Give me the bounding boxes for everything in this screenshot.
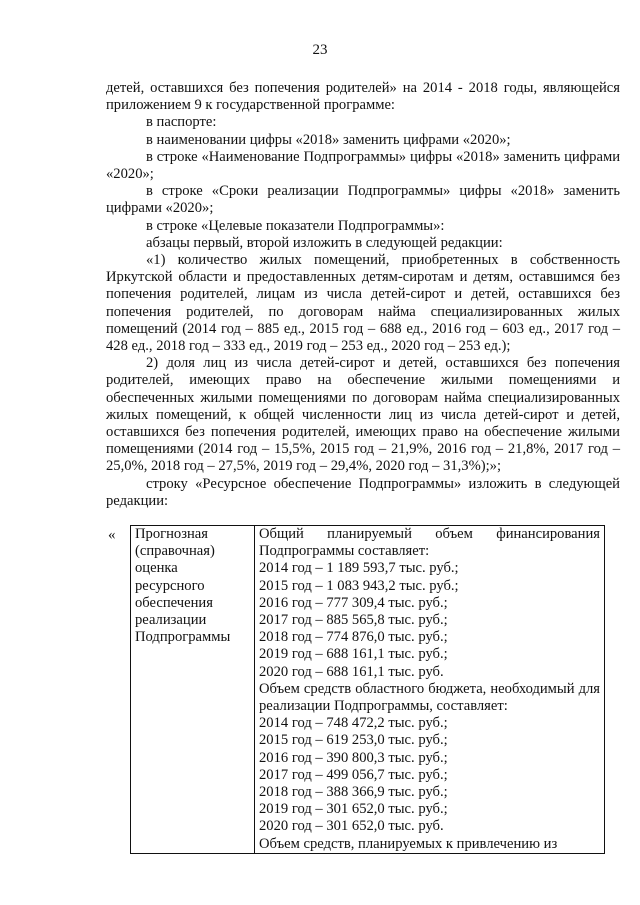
funding-line: 2016 год – 777 309,4 тыс. руб.; — [259, 594, 448, 611]
funding-line: 2015 год – 1 083 943,2 тыс. руб.; — [259, 577, 459, 594]
paragraph: в строке «Наименование Подпрограммы» цифры «2018» заменить цифрами «2020»; — [106, 148, 620, 183]
funding-line: 2020 год – 301 652,0 тыс. руб. — [259, 818, 444, 835]
paragraph: в наименовании цифры «2018» заменить цифрами «2020»; — [146, 131, 511, 148]
paragraph: строку «Ресурсное обеспечение Подпрограммы» изложить в следующей редакции: — [106, 475, 620, 509]
paragraph: в паспорте: — [146, 114, 217, 131]
document-body — [106, 80, 620, 510]
opening-quote: « — [108, 527, 116, 543]
funding-line: Объем средств областного бюджета, необходимый для реализации Подпрограммы, составляет: — [259, 680, 600, 715]
paragraph: 2) доля лиц из числа детей-сирот и детей, оставшихся без попечения родителей, имеющих право на обеспечение жилыми помещениями и обеспеченных жилыми помещениями по договорам найма специализированных жилых помещений, к общей численности лиц из числа детей-сирот и детей, оставшихся без попечения родителей, имеющих право на обеспечение жилыми помещениями (2014 год – 15,5%, 2015 год – 21,9%, 2016 год – 21,8%, 2017 год – 25,0%, 2018 год – 27,5%, 2019 год – 29,4%, 2020 год – 31,3%);»; — [106, 355, 620, 475]
funding-line: Общий планируемый объем финансирования Подпрограммы составляет: — [259, 526, 600, 560]
table-row — [131, 526, 605, 854]
funding-line: 2016 год – 390 800,3 тыс. руб.; — [259, 749, 448, 766]
funding-line: 2019 год – 301 652,0 тыс. руб.; — [259, 801, 448, 818]
funding-cell — [255, 526, 605, 854]
funding-line: 2019 год – 688 161,1 тыс. руб.; — [259, 646, 448, 663]
paragraph: в строке «Сроки реализации Подпрограммы» цифры «2018» заменить цифрами «2020»; — [106, 183, 620, 217]
page-number: 23 — [312, 42, 328, 58]
funding-line: 2018 год – 774 876,0 тыс. руб.; — [259, 629, 448, 646]
funding-line: 2015 год – 619 253,0 тыс. руб.; — [259, 732, 448, 749]
funding-line: 2014 год – 748 472,2 тыс. руб.; — [259, 715, 448, 732]
funding-line: Объем средств, планируемых к привлечению из — [259, 835, 558, 852]
funding-line: 2018 год – 388 366,9 тыс. руб.; — [259, 784, 448, 801]
paragraph: «1) количество жилых помещений, приобретенных в собственность Иркутской области и предоставленных детям-сиротам и детям, оставшимся без попечения родителей, лицам из числа детей-сирот и детей, оставшихся без попечения родителей, по договорам найма специализированных жилых помещений (2014 год – 885 ед., 2015 год – 688 ед., 2016 год – 603 ед., 2017 год – 428 ед., 2018 год – 333 ед., 2019 год – 253 ед., 2020 год – 253 ед.); — [106, 252, 620, 355]
resource-table — [130, 525, 605, 854]
paragraph: абзацы первый, второй изложить в следующей редакции: — [146, 234, 503, 251]
row-heading-cell: Прогнозная (справочная) оценка ресурсного обеспечения реализации Подпрограммы — [131, 526, 255, 854]
funding-line: 2017 год – 499 056,7 тыс. руб.; — [259, 766, 448, 783]
funding-line: 2014 год – 1 189 593,7 тыс. руб.; — [259, 560, 459, 577]
paragraph: в строке «Целевые показатели Подпрограммы»: — [146, 217, 445, 234]
funding-line: 2020 год – 688 161,1 тыс. руб. — [259, 663, 444, 680]
funding-line: 2017 год – 885 565,8 тыс. руб.; — [259, 612, 448, 629]
paragraph: детей, оставшихся без попечения родителей» на 2014 - 2018 годы, являющейся приложением 9 к государственной программе: — [106, 80, 620, 114]
